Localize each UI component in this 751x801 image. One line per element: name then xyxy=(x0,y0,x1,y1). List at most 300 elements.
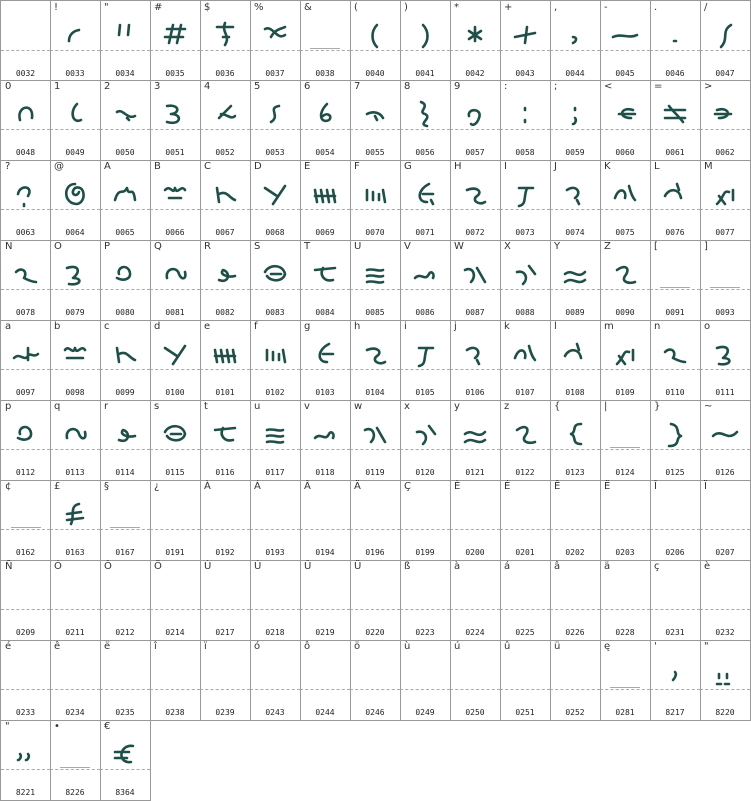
baseline-divider xyxy=(200,50,250,51)
baseline-divider xyxy=(250,609,300,610)
glyph-cell-0239 xyxy=(200,640,251,721)
baseline-divider xyxy=(600,609,650,610)
baseline-divider xyxy=(350,689,400,690)
glyph-cell-0048 xyxy=(0,80,51,161)
code-point-label: 0200 xyxy=(465,548,485,557)
code-point-label: 0046 xyxy=(665,69,685,78)
code-point-label: 0105 xyxy=(415,388,435,397)
code-point-label: 0069 xyxy=(315,228,335,237)
baseline-divider xyxy=(500,369,550,370)
glyph-drawing xyxy=(305,90,345,134)
baseline-divider xyxy=(50,529,100,530)
glyph-cell-8220 xyxy=(700,640,751,721)
glyph-drawing xyxy=(555,11,595,55)
code-point-label: 0233 xyxy=(15,708,36,717)
character-label: a xyxy=(5,321,12,332)
glyph-drawing xyxy=(605,330,645,374)
glyph-cell-0063 xyxy=(0,160,51,241)
character-label: 0 xyxy=(5,81,12,92)
glyph-cell-0235 xyxy=(100,640,151,721)
glyph-drawing xyxy=(255,330,295,374)
character-label: è xyxy=(704,561,711,572)
baseline-divider xyxy=(600,369,650,370)
baseline-divider xyxy=(650,449,700,450)
glyph-cell-0225 xyxy=(500,560,551,641)
baseline-divider xyxy=(450,449,500,450)
baseline-divider xyxy=(500,50,550,51)
code-point-label: 0226 xyxy=(565,628,585,637)
glyph-cell-0214 xyxy=(150,560,201,641)
character-label: k xyxy=(504,321,510,332)
baseline-divider xyxy=(700,289,750,290)
glyph-cell-0085 xyxy=(350,240,401,321)
character-label: À xyxy=(204,481,211,492)
glyph-cell-0107 xyxy=(500,320,551,401)
baseline-divider xyxy=(300,529,350,530)
character-label: E xyxy=(304,161,311,172)
baseline-divider xyxy=(150,369,200,370)
character-label: C xyxy=(204,161,211,172)
baseline-divider xyxy=(250,50,300,51)
glyph-drawing xyxy=(555,170,595,214)
code-point-label: 0108 xyxy=(565,388,585,397)
code-point-label: 0199 xyxy=(415,548,435,557)
glyph-cell-0106 xyxy=(450,320,501,401)
code-point-label: 0071 xyxy=(415,228,435,237)
character-label: 2 xyxy=(104,81,111,92)
character-label: 9 xyxy=(454,81,461,92)
glyph-drawing xyxy=(705,650,745,694)
character-label: U xyxy=(354,241,362,252)
character-label: 6 xyxy=(304,81,311,92)
glyph-cell-0081 xyxy=(150,240,201,321)
glyph-cell-0233 xyxy=(0,640,51,721)
code-point-label: 0058 xyxy=(515,148,535,157)
code-point-label: 0083 xyxy=(265,308,285,317)
baseline-divider xyxy=(200,289,250,290)
glyph-cell-0089 xyxy=(550,240,601,321)
glyph-underscore xyxy=(310,48,340,49)
code-point-label: 0056 xyxy=(415,148,435,157)
code-point-label: 0219 xyxy=(315,628,335,637)
character-label: Á xyxy=(254,481,261,492)
glyph-drawing xyxy=(505,410,545,454)
glyph-underscore xyxy=(660,287,690,288)
glyph-drawing xyxy=(405,170,445,214)
character-label: ó xyxy=(254,641,261,652)
glyph-cell-0035 xyxy=(150,0,201,81)
glyph-drawing xyxy=(305,250,345,294)
code-point-label: 0123 xyxy=(565,468,585,477)
glyph-cell-0045 xyxy=(600,0,651,81)
baseline-divider xyxy=(1,129,50,130)
glyph-drawing xyxy=(205,170,245,214)
glyph-cell-0080 xyxy=(100,240,151,321)
character-label: t xyxy=(204,401,208,412)
code-point-label: 8220 xyxy=(715,708,735,717)
character-label: [ xyxy=(654,241,658,252)
glyph-cell-0076 xyxy=(650,160,701,241)
character-label: Ô xyxy=(104,561,112,572)
glyph-cell-0078 xyxy=(0,240,51,321)
character-label: g xyxy=(304,321,311,332)
code-point-label: 0103 xyxy=(315,388,335,397)
code-point-label: 0089 xyxy=(565,308,585,317)
baseline-divider xyxy=(400,689,450,690)
baseline-divider xyxy=(300,289,350,290)
code-point-label: 0077 xyxy=(715,228,735,237)
glyph-drawing xyxy=(205,330,245,374)
character-label: = xyxy=(654,81,663,92)
code-point-label: 0124 xyxy=(615,468,635,477)
baseline-divider xyxy=(250,529,300,530)
glyph-drawing xyxy=(605,90,645,134)
glyph-cell-0097 xyxy=(0,320,51,401)
glyph-cell-0040 xyxy=(350,0,401,81)
code-point-label: 0060 xyxy=(615,148,635,157)
glyph-cell-0224 xyxy=(450,560,501,641)
code-point-label: 0075 xyxy=(615,228,635,237)
code-point-label: 0100 xyxy=(165,388,185,397)
code-point-label: 0224 xyxy=(465,628,485,637)
baseline-divider xyxy=(50,209,100,210)
baseline-divider xyxy=(150,689,200,690)
baseline-divider xyxy=(200,449,250,450)
glyph-cell-0125 xyxy=(650,400,701,481)
character-label: Z xyxy=(604,241,611,252)
glyph-drawing xyxy=(655,410,695,454)
baseline-divider xyxy=(700,689,750,690)
character-label: / xyxy=(704,2,708,13)
baseline-divider xyxy=(1,609,50,610)
character-label: S xyxy=(254,241,261,252)
baseline-divider xyxy=(700,369,750,370)
character-label: i xyxy=(404,321,407,332)
code-point-label: 0078 xyxy=(15,308,36,317)
character-label: > xyxy=(704,81,713,92)
code-point-label: 0045 xyxy=(615,69,635,78)
baseline-divider xyxy=(250,129,300,130)
character-label: V xyxy=(404,241,411,252)
character-label: R xyxy=(204,241,211,252)
glyph-drawing xyxy=(405,250,445,294)
code-point-label: 0038 xyxy=(315,69,335,78)
glyph-cell-0167 xyxy=(100,480,151,561)
baseline-divider xyxy=(550,689,600,690)
character-label: . xyxy=(654,2,658,13)
glyph-underscore xyxy=(60,767,90,768)
character-label: € xyxy=(104,721,111,732)
glyph-drawing xyxy=(405,330,445,374)
baseline-divider xyxy=(350,289,400,290)
baseline-divider xyxy=(550,609,600,610)
glyph-drawing xyxy=(505,330,545,374)
baseline-divider xyxy=(50,689,100,690)
glyph-cell-0114 xyxy=(100,400,151,481)
character-label: ö xyxy=(354,641,361,652)
character-label: á xyxy=(504,561,511,572)
character-label: o xyxy=(704,321,711,332)
code-point-label: 0235 xyxy=(115,708,135,717)
character-label: î xyxy=(154,641,157,652)
glyph-drawing xyxy=(255,410,295,454)
glyph-drawing xyxy=(205,90,245,134)
baseline-divider xyxy=(300,609,350,610)
code-point-label: 0122 xyxy=(515,468,535,477)
code-point-label: 0041 xyxy=(415,69,435,78)
character-label: Ñ xyxy=(5,561,13,572)
code-point-label: 0070 xyxy=(365,228,385,237)
baseline-divider xyxy=(550,289,600,290)
code-point-label: 0206 xyxy=(665,548,685,557)
character-label: Û xyxy=(304,561,312,572)
character-label: I xyxy=(504,161,507,172)
code-point-label: 8226 xyxy=(65,788,85,797)
character-label: M xyxy=(704,161,713,172)
glyph-cell-0046 xyxy=(650,0,701,81)
code-point-label: 0054 xyxy=(315,148,335,157)
character-label: ß xyxy=(404,561,411,572)
baseline-divider xyxy=(700,449,750,450)
glyph-cell-0090 xyxy=(600,240,651,321)
baseline-divider xyxy=(200,689,250,690)
baseline-divider xyxy=(100,529,150,530)
baseline-divider xyxy=(50,289,100,290)
character-label: F xyxy=(354,161,360,172)
baseline-divider xyxy=(550,529,600,530)
character-label: O xyxy=(54,241,62,252)
baseline-divider xyxy=(600,449,650,450)
baseline-divider xyxy=(100,609,150,610)
character-label: Ö xyxy=(154,561,162,572)
character-label: : xyxy=(504,81,508,92)
character-label: N xyxy=(5,241,13,252)
baseline-divider xyxy=(1,449,50,450)
code-point-label: 0110 xyxy=(665,388,685,397)
character-label: â xyxy=(554,561,561,572)
glyph-drawing xyxy=(705,170,745,214)
glyph-cell-0249 xyxy=(400,640,451,721)
baseline-divider xyxy=(150,129,200,130)
glyph-drawing xyxy=(155,410,195,454)
glyph-cell-0105 xyxy=(400,320,451,401)
glyph-drawing xyxy=(355,90,395,134)
glyph-drawing xyxy=(455,90,495,134)
baseline-divider xyxy=(400,50,450,51)
code-point-label: 0051 xyxy=(165,148,185,157)
glyph-cell-0041 xyxy=(400,0,451,81)
code-point-label: 0191 xyxy=(165,548,185,557)
character-label: Y xyxy=(554,241,561,252)
glyph-drawing xyxy=(105,730,145,774)
glyph-cell-0047 xyxy=(700,0,751,81)
glyph-drawing xyxy=(155,11,195,55)
code-point-label: 0043 xyxy=(515,69,535,78)
character-label: p xyxy=(5,401,12,412)
baseline-divider xyxy=(1,769,50,770)
code-point-label: 0099 xyxy=(115,388,135,397)
character-label: * xyxy=(454,2,459,13)
code-point-label: 0209 xyxy=(15,628,36,637)
baseline-divider xyxy=(1,209,50,210)
baseline-divider xyxy=(400,609,450,610)
character-label: 4 xyxy=(204,81,211,92)
code-point-label: 0101 xyxy=(215,388,235,397)
glyph-drawing xyxy=(6,170,46,214)
character-label: ) xyxy=(404,2,408,13)
code-point-label: 0059 xyxy=(565,148,585,157)
character-label: Ë xyxy=(604,481,611,492)
baseline-divider xyxy=(500,689,550,690)
code-point-label: 0057 xyxy=(465,148,485,157)
character-label: " xyxy=(104,2,109,13)
baseline-divider xyxy=(200,129,250,130)
glyph-cell-0203 xyxy=(600,480,651,561)
glyph-cell-0066 xyxy=(150,160,201,241)
baseline-divider xyxy=(650,369,700,370)
code-point-label: 0104 xyxy=(365,388,385,397)
character-label: < xyxy=(604,81,613,92)
glyph-drawing xyxy=(355,170,395,214)
code-point-label: 0107 xyxy=(515,388,535,397)
character-label: j xyxy=(454,321,457,332)
code-point-label: 0251 xyxy=(515,708,535,717)
character-label: $ xyxy=(204,2,211,13)
code-point-label: 0246 xyxy=(365,708,385,717)
glyph-drawing xyxy=(6,730,46,774)
glyph-cell-0075 xyxy=(600,160,651,241)
glyph-cell-0034 xyxy=(100,0,151,81)
code-point-label: 0079 xyxy=(65,308,85,317)
glyph-drawing xyxy=(55,250,95,294)
glyph-cell-0061 xyxy=(650,80,701,161)
baseline-divider xyxy=(250,449,300,450)
code-point-label: 0214 xyxy=(165,628,185,637)
character-label: T xyxy=(304,241,311,252)
character-label: } xyxy=(654,401,661,412)
baseline-divider xyxy=(450,129,500,130)
baseline-divider xyxy=(600,50,650,51)
glyph-drawing xyxy=(655,11,695,55)
glyph-cell-0102 xyxy=(250,320,301,401)
baseline-divider xyxy=(550,449,600,450)
glyph-cell-0032 xyxy=(0,0,51,81)
baseline-divider xyxy=(450,289,500,290)
glyph-drawing xyxy=(205,11,245,55)
glyph-cell-0123 xyxy=(550,400,601,481)
glyph-cell-0091 xyxy=(650,240,701,321)
character-label: ï xyxy=(204,641,207,652)
glyph-cell-0074 xyxy=(550,160,601,241)
code-point-label: 0084 xyxy=(315,308,335,317)
glyph-cell-0223 xyxy=(400,560,451,641)
code-point-label: 8221 xyxy=(15,788,36,797)
glyph-drawing xyxy=(55,330,95,374)
character-label: h xyxy=(354,321,361,332)
glyph-drawing xyxy=(105,410,145,454)
glyph-drawing xyxy=(355,410,395,454)
character-label: J xyxy=(554,161,557,172)
baseline-divider xyxy=(450,689,500,690)
character-label: Ó xyxy=(54,561,62,572)
glyph-cell-0072 xyxy=(450,160,501,241)
code-point-label: 0281 xyxy=(615,708,635,717)
code-point-label: 0081 xyxy=(165,308,185,317)
glyph-cell-0052 xyxy=(200,80,251,161)
baseline-divider xyxy=(450,609,500,610)
character-label: § xyxy=(104,481,109,492)
glyph-cell-0033 xyxy=(50,0,101,81)
glyph-cell-0120 xyxy=(400,400,451,481)
code-point-label: 8217 xyxy=(665,708,685,717)
glyph-drawing xyxy=(6,410,46,454)
code-point-label: 0249 xyxy=(415,708,435,717)
glyph-drawing xyxy=(605,11,645,55)
baseline-divider xyxy=(100,209,150,210)
glyph-drawing xyxy=(655,650,695,694)
glyph-cell-0115 xyxy=(150,400,201,481)
code-point-label: 0032 xyxy=(15,69,36,78)
character-label: Ú xyxy=(254,561,262,572)
glyph-drawing xyxy=(505,90,545,134)
baseline-divider xyxy=(250,369,300,370)
character-label: | xyxy=(604,401,608,412)
baseline-divider xyxy=(300,50,350,51)
code-point-label: 0250 xyxy=(465,708,485,717)
baseline-divider xyxy=(300,369,350,370)
code-point-label: 0238 xyxy=(165,708,185,717)
glyph-drawing xyxy=(155,250,195,294)
code-point-label: 0207 xyxy=(715,548,735,557)
glyph-drawing xyxy=(155,330,195,374)
code-point-label: 0106 xyxy=(465,388,485,397)
code-point-label: 0064 xyxy=(65,228,85,237)
glyph-cell-0101 xyxy=(200,320,251,401)
glyph-cell-0044 xyxy=(550,0,601,81)
character-label: n xyxy=(654,321,661,332)
glyph-cell-0202 xyxy=(550,480,601,561)
glyph-drawing xyxy=(655,170,695,214)
character-label: 1 xyxy=(54,81,61,92)
character-label: u xyxy=(254,401,261,412)
baseline-divider xyxy=(550,369,600,370)
glyph-cell-0043 xyxy=(500,0,551,81)
glyph-drawing xyxy=(505,170,545,214)
baseline-divider xyxy=(450,529,500,530)
glyph-cell-0212 xyxy=(100,560,151,641)
glyph-drawing xyxy=(455,330,495,374)
code-point-label: 0218 xyxy=(265,628,285,637)
character-label: Î xyxy=(654,481,657,492)
code-point-label: 0109 xyxy=(615,388,635,397)
glyph-cell-0104 xyxy=(350,320,401,401)
character-label: ! xyxy=(54,2,59,13)
code-point-label: 0063 xyxy=(15,228,36,237)
glyph-cell-0124 xyxy=(600,400,651,481)
baseline-divider xyxy=(650,129,700,130)
glyph-drawing xyxy=(705,90,745,134)
glyph-cell-0069 xyxy=(300,160,351,241)
character-label: ] xyxy=(704,241,708,252)
code-point-label: 0223 xyxy=(415,628,435,637)
glyph-drawing xyxy=(305,410,345,454)
code-point-label: 0232 xyxy=(715,628,735,637)
code-point-label: 0067 xyxy=(215,228,235,237)
character-label: z xyxy=(504,401,510,412)
glyph-drawing xyxy=(6,330,46,374)
glyph-cell-0070 xyxy=(350,160,401,241)
character-label: y xyxy=(454,401,460,412)
